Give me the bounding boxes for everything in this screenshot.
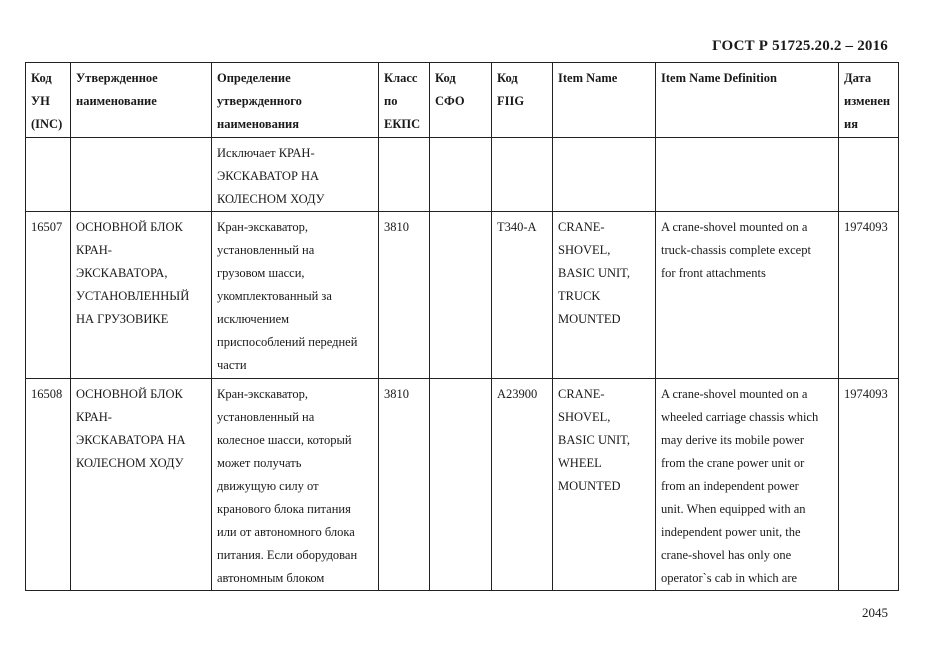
- item-definition-cell: [656, 212, 839, 379]
- inc-cell: [26, 138, 71, 212]
- header-line: Код: [435, 71, 456, 85]
- cell-line: 3810: [384, 387, 409, 401]
- name-header: [71, 63, 212, 138]
- cell-line: КРАН-: [76, 243, 112, 257]
- header-line: утвержденного: [217, 94, 302, 108]
- cell-line: исключением: [217, 312, 290, 326]
- header-line: ия: [844, 117, 858, 131]
- header-line: Item Name: [558, 71, 618, 85]
- cell-line: грузовом шасси,: [217, 266, 305, 280]
- cell-line: MOUNTED: [558, 312, 621, 326]
- cell-line: УСТАНОВЛЕННЫЙ: [76, 289, 190, 303]
- cell-line: TRUCK: [558, 289, 601, 303]
- cell-line: A crane-shovel mounted on a: [661, 387, 808, 401]
- name-cell: [71, 138, 212, 212]
- cell-line: питания. Если оборудован: [217, 548, 358, 562]
- cell-line: T340-A: [497, 220, 537, 234]
- header-line: Дата: [844, 71, 872, 85]
- cell-line: from an independent power: [661, 479, 799, 493]
- cell-line: 16507: [31, 220, 63, 234]
- cell-line: 1974093: [844, 387, 888, 401]
- cell-line: Кран-экскаватор,: [217, 220, 308, 234]
- cell-line: установленный на: [217, 243, 315, 257]
- cell-line: части: [217, 358, 247, 372]
- header-line: по: [384, 94, 398, 108]
- cell-line: from the crane power unit or: [661, 456, 805, 470]
- header-line: Определение: [217, 71, 291, 85]
- page-number: 2045: [862, 605, 888, 620]
- inc-header: [26, 63, 71, 138]
- header-line: Класс: [384, 71, 418, 85]
- cell-line: for front attachments: [661, 266, 766, 280]
- item-definition-cell: [656, 379, 839, 591]
- inc-cell: [26, 379, 71, 591]
- header-line: Утвержденное: [76, 71, 158, 85]
- item-name-header: [553, 63, 656, 138]
- cell-line: crane-shovel has only one: [661, 548, 792, 562]
- cell-line: ОСНОВНОЙ БЛОК: [76, 387, 183, 401]
- date-cell: [839, 138, 899, 212]
- cell-line: ЭКСКАВАТОРА,: [76, 266, 168, 280]
- sfo-header: [430, 63, 492, 138]
- date-cell: [839, 379, 899, 591]
- header-line: изменен: [844, 94, 891, 108]
- name-cell: [71, 212, 212, 379]
- cell-line: кранового блока питания: [217, 502, 351, 516]
- cell-line: operator`s cab in which are: [661, 571, 798, 585]
- cell-line: ЭКСКАВАТОРА НА: [76, 433, 186, 447]
- sfo-cell: [430, 212, 492, 379]
- header-line: FIIG: [497, 94, 525, 108]
- cell-line: truck-chassis complete except: [661, 243, 811, 257]
- table-header-row: [26, 63, 899, 138]
- cell-line: CRANE-: [558, 387, 605, 401]
- cell-line: CRANE-: [558, 220, 605, 234]
- cell-line: independent power unit, the: [661, 525, 801, 539]
- item-name-cell: [553, 379, 656, 591]
- cell-line: автономным блоком: [217, 571, 325, 585]
- cell-line: может получать: [217, 456, 302, 470]
- cell-line: НА ГРУЗОВИКЕ: [76, 312, 169, 326]
- cell-line: BASIC UNIT,: [558, 433, 630, 447]
- header-line: Код: [31, 71, 52, 85]
- table-row: [26, 379, 899, 591]
- cell-line: Исключает КРАН-: [217, 146, 315, 160]
- date-header: [839, 63, 899, 138]
- header-line: наименование: [76, 94, 157, 108]
- sfo-cell: [430, 379, 492, 591]
- header-line: УН: [31, 94, 50, 108]
- header-line: (INC): [31, 117, 63, 131]
- cell-line: A23900: [497, 387, 538, 401]
- cell-line: КРАН-: [76, 410, 112, 424]
- definition-header: [212, 63, 379, 138]
- definition-cell: [212, 212, 379, 379]
- fiig-cell: [492, 212, 553, 379]
- fiig-cell: [492, 379, 553, 591]
- definition-cell: [212, 379, 379, 591]
- cell-line: КОЛЕСНОМ ХОДУ: [217, 192, 325, 206]
- cell-line: 16508: [31, 387, 63, 401]
- table-row: [26, 212, 899, 379]
- table-row: [26, 138, 899, 212]
- cell-line: приспособлений передней: [217, 335, 358, 349]
- ekps-cell: [379, 379, 430, 591]
- item-name-table: [25, 62, 899, 591]
- name-cell: [71, 379, 212, 591]
- cell-line: wheeled carriage chassis which: [661, 410, 819, 424]
- fiig-header: [492, 63, 553, 138]
- cell-line: may derive its mobile power: [661, 433, 805, 447]
- item-name-cell: [553, 212, 656, 379]
- ekps-cell: [379, 138, 430, 212]
- header-line: наименования: [217, 117, 300, 131]
- header-line: Item Name Definition: [661, 71, 777, 85]
- document-header: ГОСТ Р 51725.20.2 – 2016: [712, 38, 888, 54]
- cell-line: установленный на: [217, 410, 315, 424]
- cell-line: SHOVEL,: [558, 410, 611, 424]
- cell-line: Кран-экскаватор,: [217, 387, 308, 401]
- header-line: СФО: [435, 94, 465, 108]
- cell-line: или от автономного блока: [217, 525, 355, 539]
- item-name-cell: [553, 138, 656, 212]
- header-line: Код: [497, 71, 518, 85]
- ekps-cell: [379, 212, 430, 379]
- cell-line: 3810: [384, 220, 409, 234]
- cell-line: колесное шасси, который: [217, 433, 352, 447]
- cell-line: BASIC UNIT,: [558, 266, 630, 280]
- cell-line: укомплектованный за: [217, 289, 332, 303]
- sfo-cell: [430, 138, 492, 212]
- cell-line: MOUNTED: [558, 479, 621, 493]
- cell-line: движущую силу от: [217, 479, 319, 493]
- date-cell: [839, 212, 899, 379]
- cell-line: WHEEL: [558, 456, 602, 470]
- header-line: ЕКПС: [384, 117, 421, 131]
- ekps-header: [379, 63, 430, 138]
- definition-cell: [212, 138, 379, 212]
- cell-line: ЭКСКАВАТОР НА: [217, 169, 320, 183]
- item-definition-header: [656, 63, 839, 138]
- cell-line: 1974093: [844, 220, 888, 234]
- fiig-cell: [492, 138, 553, 212]
- cell-line: SHOVEL,: [558, 243, 611, 257]
- cell-line: A crane-shovel mounted on a: [661, 220, 808, 234]
- item-definition-cell: [656, 138, 839, 212]
- cell-line: ОСНОВНОЙ БЛОК: [76, 220, 183, 234]
- inc-cell: [26, 212, 71, 379]
- cell-line: КОЛЕСНОМ ХОДУ: [76, 456, 184, 470]
- cell-line: unit. When equipped with an: [661, 502, 806, 516]
